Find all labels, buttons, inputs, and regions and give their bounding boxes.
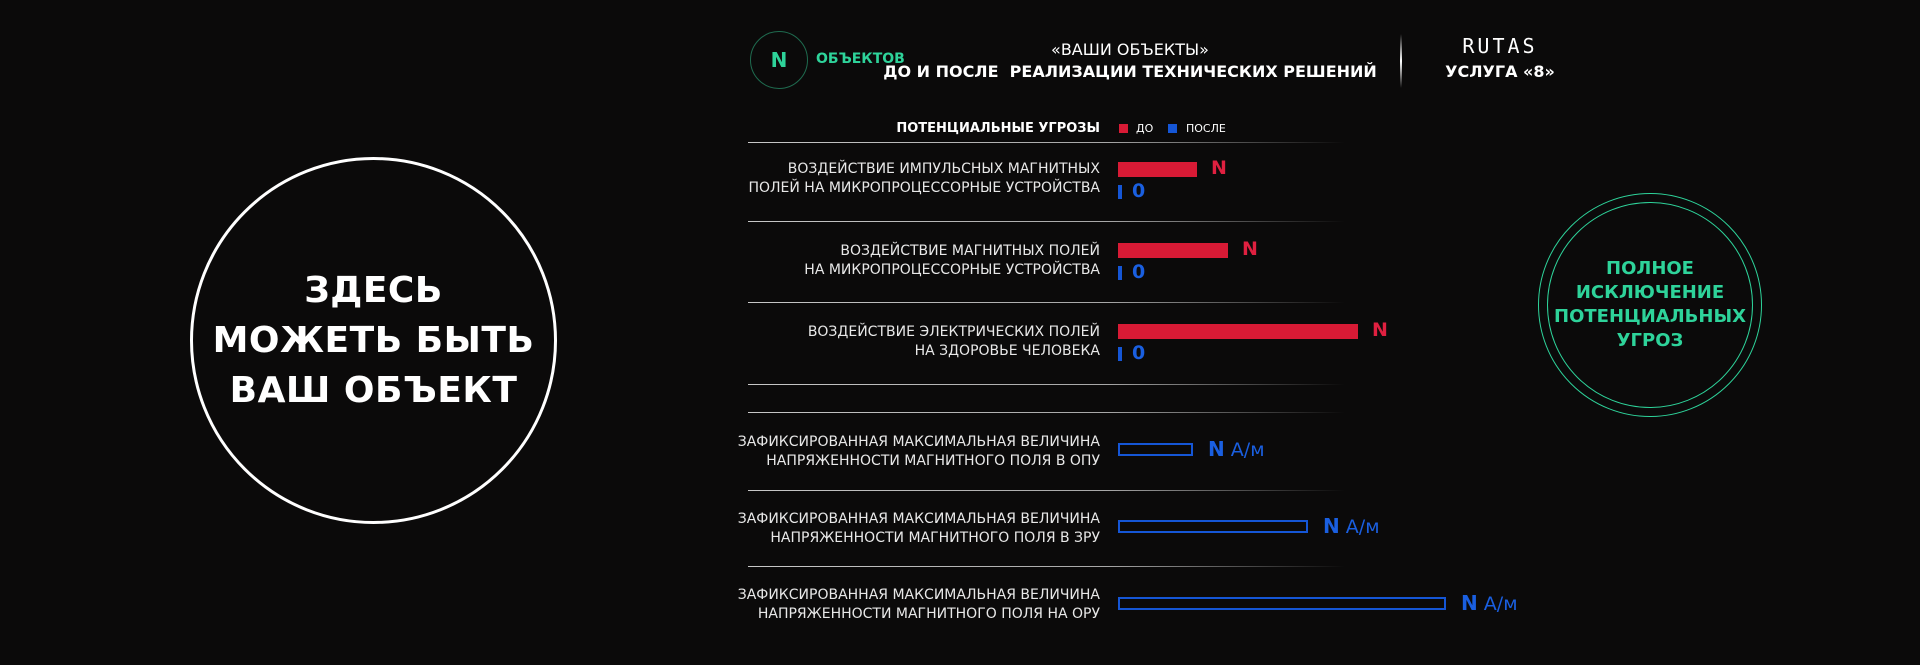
measure-row-2-number: N (1323, 514, 1340, 538)
measure-row-3-number: N (1461, 591, 1478, 615)
threat-row-3-label (700, 323, 1100, 361)
measure-row-3-value (1461, 591, 1518, 615)
threat-row-2-line-1: ВОЗДЕЙСТВИЕ МАГНИТНЫХ ПОЛЕЙ (840, 243, 1100, 259)
placeholder-line-1: ЗДЕСЬ (304, 269, 443, 311)
measure-row-3-label (700, 586, 1100, 624)
result-circle (1547, 202, 1753, 408)
result-line-1: ПОЛНОЕ (1606, 258, 1694, 279)
row-divider (748, 490, 1345, 491)
threat-row-2-label (700, 242, 1100, 280)
row-divider (748, 566, 1345, 567)
threat-row-1-after-bar (1118, 185, 1122, 199)
threat-row-3-line-2: НА ЗДОРОВЬЕ ЧЕЛОВЕКА (914, 343, 1100, 359)
measure-row-1-bar (1118, 443, 1193, 456)
threat-row-2-line-2: НА МИКРОПРОЦЕССОРНЫЕ УСТРОЙСТВА (804, 262, 1100, 278)
threat-row-1-before-bar (1118, 162, 1197, 177)
measure-row-1-number: N (1208, 437, 1225, 461)
objects-count-label: ОБЪЕКТОВ (816, 51, 905, 67)
placeholder-line-3: ВАШ ОБЪЕКТ (229, 369, 518, 411)
objects-count-badge: N (750, 31, 808, 89)
measure-row-2-line-1: ЗАФИКСИРОВАННАЯ МАКСИМАЛЬНАЯ ВЕЛИЧИНА (737, 511, 1100, 527)
measure-row-1-label (700, 433, 1100, 471)
threat-row-1-after-value: 0 (1132, 180, 1146, 202)
placeholder-line-2: МОЖЕТЬ БЫТЬ (212, 319, 535, 361)
legend-title: ПОТЕНЦИАЛЬНЫЕ УГРОЗЫ (896, 121, 1100, 136)
legend-before-label: ДО (1136, 122, 1154, 135)
result-line-2: ИСКЛЮЧЕНИЕ (1575, 282, 1725, 303)
threat-row-1-line-2: ПОЛЕЙ НА МИКРОПРОЦЕССОРНЫЕ УСТРОЙСТВА (748, 180, 1100, 196)
row-divider (748, 384, 1345, 385)
measure-row-2-label (700, 510, 1100, 548)
threat-row-3-before-bar (1118, 324, 1358, 339)
threat-row-1-line-1: ВОЗДЕЙСТВИЕ ИМПУЛЬСНЫХ МАГНИТНЫХ (787, 161, 1100, 177)
header-title: «ВАШИ ОБЪЕКТЫ» (1051, 40, 1209, 59)
measure-row-1-line-2: НАПРЯЖЕННОСТИ МАГНИТНОГО ПОЛЯ В ОПУ (766, 453, 1100, 469)
measure-row-2-line-2: НАПРЯЖЕННОСТИ МАГНИТНОГО ПОЛЯ В ЗРУ (770, 530, 1100, 546)
threat-row-1-before-value: N (1211, 157, 1227, 179)
threat-row-2-before-bar (1118, 243, 1228, 258)
row-divider (748, 412, 1345, 413)
measure-row-3-bar (1118, 597, 1446, 610)
threat-row-3-before-value: N (1372, 319, 1388, 341)
legend-after-label: ПОСЛЕ (1186, 122, 1226, 135)
measure-row-1-unit: А/м (1230, 439, 1265, 461)
threat-row-3-after-value: 0 (1132, 342, 1146, 364)
measure-row-3-unit: А/м (1483, 593, 1518, 615)
service-label: УСЛУГА «8» (1445, 62, 1555, 81)
measure-row-2-value (1323, 514, 1380, 538)
row-divider (748, 302, 1345, 303)
measure-row-3-line-1: ЗАФИКСИРОВАННАЯ МАКСИМАЛЬНАЯ ВЕЛИЧИНА (737, 587, 1100, 603)
threat-row-3-after-bar (1118, 347, 1122, 361)
result-line-3: ПОТЕНЦИАЛЬНЫХ (1554, 306, 1746, 327)
threat-row-3-line-1: ВОЗДЕЙСТВИЕ ЭЛЕКТРИЧЕСКИХ ПОЛЕЙ (807, 324, 1100, 340)
measure-row-1-value (1208, 437, 1265, 461)
threat-row-1-label (700, 160, 1100, 198)
legend-before-swatch (1119, 124, 1128, 133)
row-divider (748, 142, 1345, 143)
measure-row-2-bar (1118, 520, 1308, 533)
measure-row-3-line-2: НАПРЯЖЕННОСТИ МАГНИТНОГО ПОЛЯ НА ОРУ (757, 606, 1100, 622)
measure-row-1-line-1: ЗАФИКСИРОВАННАЯ МАКСИМАЛЬНАЯ ВЕЛИЧИНА (737, 434, 1100, 450)
measure-row-2-unit: А/м (1345, 516, 1380, 538)
header-subtitle: ДО И ПОСЛЕ РЕАЛИЗАЦИИ ТЕХНИЧЕСКИХ РЕШЕНИЙ (883, 62, 1377, 81)
object-placeholder-circle (190, 157, 557, 524)
result-line-4: УГРОЗ (1616, 330, 1684, 351)
threat-row-2-after-bar (1118, 266, 1122, 280)
legend-after-swatch (1168, 124, 1177, 133)
header-divider (1400, 34, 1402, 88)
threat-row-2-before-value: N (1242, 238, 1258, 260)
row-divider (748, 221, 1345, 222)
threat-row-2-after-value: 0 (1132, 261, 1146, 283)
brand-logo: RUTAS (1462, 34, 1538, 58)
